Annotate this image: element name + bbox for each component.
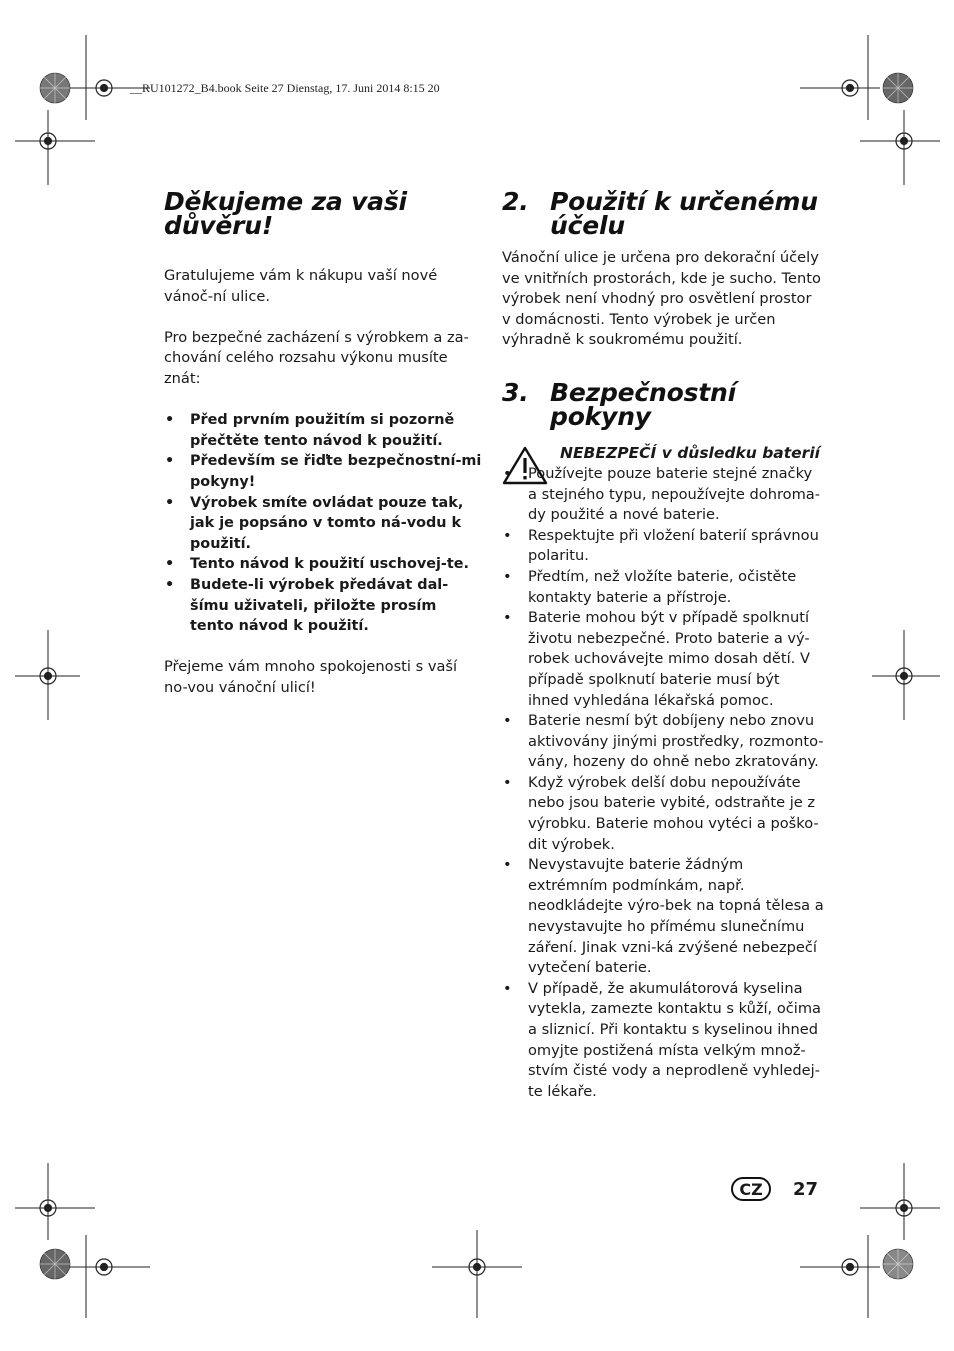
left-column — [164, 187, 484, 698]
page-footer — [731, 1177, 818, 1201]
important-notes-list — [164, 410, 484, 637]
list-item: • Baterie nesmí být dobíjeny nebo znovu aktivovány jinými prostředky, rozmonto-vány, hozeny do ohně nebo zkratovány. — [502, 711, 824, 773]
list-item: • Když výrobek delší dobu nepoužíváte nebo jsou baterie vybité, odstraňte je z výrobku. Baterie mohou vytéci a poško-dit výrobek. — [502, 773, 824, 855]
print-info: __RU101272_B4.book Seite 27 Dienstag, 17. Juni 2014 8:15 20 — [130, 81, 440, 95]
section-2-heading — [502, 187, 824, 240]
country-badge: CZ — [731, 1177, 771, 1201]
battery-safety-list — [502, 464, 824, 1102]
list-item: • Používejte pouze baterie stejné značky a stejného typu, nepoužívejte dohroma-dy použité a nové baterie. — [502, 464, 824, 526]
list-item: • Před prvním použitím si pozorně přečtěte tento návod k použití. — [164, 410, 484, 451]
section-3-number: 3. — [502, 377, 529, 407]
section-3-title: Bezpečnostní pokyny — [550, 377, 737, 431]
list-item: • Baterie mohou být v případě spolknutí životu nebezpečné. Proto baterie a vý-robek uchovávejte mimo dosah dětí. V případě spolknutí baterie musí být ihned vyhledána lékařská pomoc. — [502, 608, 824, 711]
list-item: • Především se řiďte bezpečnostní-mi pokyny! — [164, 451, 484, 492]
thanks-heading: Děkujeme za vaši důvěru! — [164, 187, 407, 240]
intended-use-paragraph: Vánoční ulice je určena pro dekorační účely ve vnitřních prostorách, kde je sucho. Tento výrobek není vhodný pro osvětlení prostor v domácnosti. Tento výrobek je určen výhradně k soukromému použití. — [502, 249, 821, 349]
list-item: • Výrobek smíte ovládat pouze tak, jak je popsáno v tomto ná-vodu k použití. — [164, 493, 484, 555]
battery-warning — [502, 443, 824, 463]
section-3-heading — [502, 377, 824, 431]
list-item: • Respektujte při vložení baterií správnou polaritu. — [502, 526, 824, 567]
list-item: • Budete-li výrobek předávat dal-šímu uživateli, přiložte prosím tento návod k použití. — [164, 575, 484, 637]
warning-title: NEBEZPEČÍ v důsledku baterií — [560, 443, 820, 462]
list-item: • Předtím, než vložíte baterie, očistěte kontakty baterie a přístroje. — [502, 567, 824, 608]
safety-intro-paragraph: Pro bezpečné zacházení s výrobkem a za-chování celého rozsahu výkonu musíte znát: — [164, 328, 469, 387]
list-item: • Tento návod k použití uschovej-te. — [164, 554, 484, 575]
page-number: 27 — [793, 1178, 819, 1200]
list-item: • V případě, že akumulátorová kyselina vytekla, zamezte kontaktu s kůží, očima a sliznicí. Při kontaktu s kyselinou ihned omyjte postižená místa velkým množ-stvím čisté vody a neprodleně vyhledej-te lékaře. — [502, 979, 824, 1103]
intro-paragraph: Gratulujeme vám k nákupu vaší nové vánoč-ní ulice. — [164, 267, 438, 305]
section-2-number: 2. — [502, 187, 529, 216]
list-item: • Nevystavujte baterie žádným extrémním podmínkám, např. neodkládejte výro-bek na topná tělesa a nevystavujte ho přímému slunečnímu záření. Jinak vzni-ká zvýšené nebezpečí vytečení baterie. — [502, 855, 824, 979]
closing-paragraph: Přejeme vám mnoho spokojenosti s vaší no-vou vánoční ulicí! — [164, 658, 458, 696]
right-column — [502, 187, 824, 1102]
section-2-title: Použití k určenému účelu — [550, 187, 818, 240]
